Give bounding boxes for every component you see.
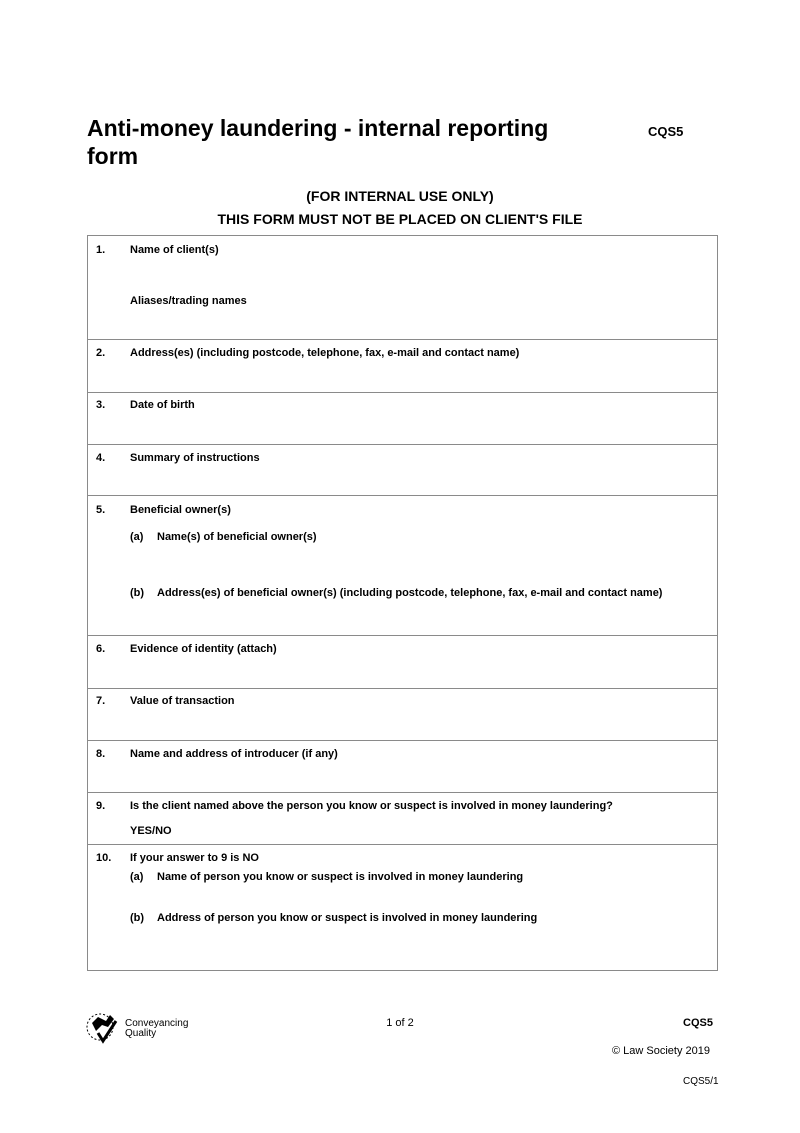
section-4-label: Summary of instructions <box>130 452 260 464</box>
section-9-label: Is the client named above the person you know or suspect is involved in money laundering? <box>130 800 613 812</box>
section-2-number: 2. <box>96 347 106 359</box>
document-reference: CQS5/1 <box>683 1076 719 1087</box>
section-3-number: 3. <box>96 399 106 411</box>
page-number: 1 of 2 <box>386 1017 414 1029</box>
section-1-label: Name of client(s) <box>130 244 219 256</box>
divider <box>88 392 717 393</box>
divider <box>88 740 717 741</box>
section-8-number: 8. <box>96 748 106 760</box>
divider <box>88 792 717 793</box>
reporting-form-table <box>87 235 718 971</box>
section-9-answer: YES/NO <box>130 825 172 837</box>
section-5-number: 5. <box>96 504 106 516</box>
divider <box>88 339 717 340</box>
section-6-number: 6. <box>96 643 106 655</box>
divider <box>88 635 717 636</box>
divider <box>88 688 717 689</box>
section-10-label: If your answer to 9 is NO <box>130 852 259 864</box>
section-10b-label: (b) Address of person you know or suspect is involved in money laundering <box>130 912 538 924</box>
section-10a-label: (a) Name of person you know or suspect is involved in money laundering <box>130 871 524 883</box>
divider <box>88 844 717 845</box>
internal-use-notice: (FOR INTERNAL USE ONLY) <box>306 188 494 204</box>
section-5-label: Beneficial owner(s) <box>130 504 231 516</box>
section-6-label: Evidence of identity (attach) <box>130 643 277 655</box>
form-code: CQS5 <box>648 124 684 139</box>
copyright: © Law Society 2019 <box>612 1045 710 1057</box>
section-9-number: 9. <box>96 800 106 812</box>
section-1-sublabel: Aliases/trading names <box>130 295 247 307</box>
section-2-label: Address(es) (including postcode, telephone, fax, e-mail and contact name) <box>130 347 520 359</box>
logo-text: Conveyancing Quality <box>125 1018 189 1039</box>
section-8-label: Name and address of introducer (if any) <box>130 748 338 760</box>
divider <box>88 495 717 496</box>
section-1-number: 1. <box>96 244 106 256</box>
section-10-number: 10. <box>96 852 112 864</box>
section-5a-label: (a) Name(s) of beneficial owner(s) <box>130 531 317 543</box>
section-7-number: 7. <box>96 695 106 707</box>
section-3-label: Date of birth <box>130 399 195 411</box>
divider <box>88 444 717 445</box>
section-7-label: Value of transaction <box>130 695 235 707</box>
footer-form-code: CQS5 <box>683 1017 713 1029</box>
section-4-number: 4. <box>96 452 106 464</box>
section-5b-label: (b) Address(es) of beneficial owner(s) (including postcode, telephone, fax, e-mail and contact name) <box>130 587 663 599</box>
file-warning-notice: THIS FORM MUST NOT BE PLACED ON CLIENT'S FILE <box>217 211 583 227</box>
page-title: Anti-money laundering - internal reporting form <box>87 115 549 169</box>
